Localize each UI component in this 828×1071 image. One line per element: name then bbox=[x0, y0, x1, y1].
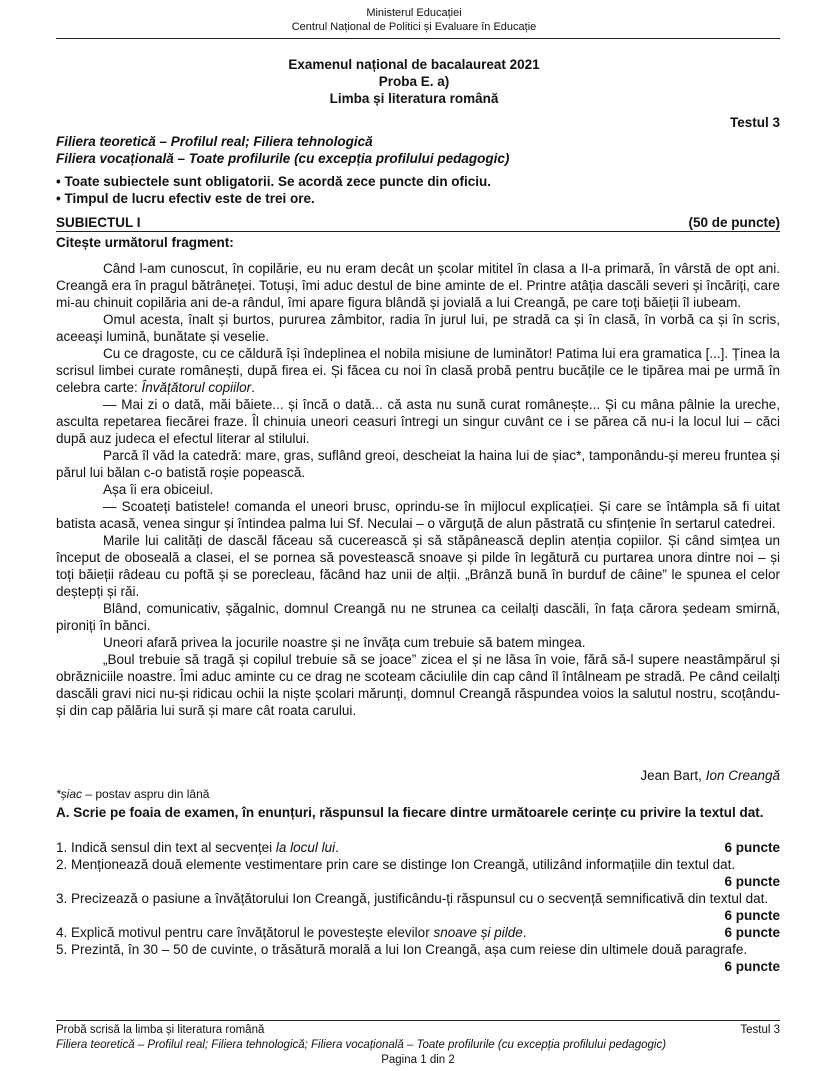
footnote-definition: – postav aspru din lână bbox=[82, 787, 210, 801]
subiect-label: SUBIECTUL I bbox=[56, 215, 141, 230]
text-fragment bbox=[56, 260, 780, 719]
fragment-paragraph: „Boul trebuie să tragă și copilul trebuie să se joace” zicea el și ne lăsa în voie, fără să-l supere neastâmpărul și obrăzniciile noastre. Îmi aduc aminte cu ce drag ne scoteam căciulile din cap când îl întâlneam pe stradă. Pe când ceilalți dascăli gravi nici nu-și ridicau ochii la niște școlari mărunți, domnul Creangă răspundea voios la salutul nostru, scoțându-și din cap pălăria lui sură și mare cât roata carului. bbox=[56, 652, 780, 718]
question-2 bbox=[56, 856, 780, 890]
test-number: Testul 3 bbox=[729, 115, 780, 130]
question-text: . bbox=[335, 840, 339, 855]
question-1 bbox=[56, 839, 780, 856]
subiect-divider bbox=[56, 231, 780, 232]
fragment-text: . bbox=[251, 380, 255, 395]
fragment-paragraph: Așa îi era obiceiul. bbox=[103, 482, 214, 497]
source-citation bbox=[56, 767, 780, 784]
section-a-heading: A. Scrie pe foaia de examen, în enunțuri, răspunsul la fiecare dintre următoarele cerințe cu privire la textul dat. bbox=[56, 805, 764, 820]
question-3 bbox=[56, 890, 780, 907]
exam-proba: Proba E. a) bbox=[378, 74, 450, 89]
subiect-points: (50 de puncte) bbox=[688, 215, 780, 230]
filiera-line-2: Filiera vocațională – Toate profilurile (cu excepția profilului pedagogic) bbox=[56, 151, 510, 166]
question-4 bbox=[56, 924, 780, 941]
question-text: 5. Prezintă, în 30 – 50 de cuvinte, o trăsătură morală a lui Ion Creangă, așa cum reiese din ultimele două paragrafe. bbox=[56, 942, 748, 957]
rule-line-1: • Toate subiectele sunt obligatorii. Se acordă zece puncte din oficiu. bbox=[56, 174, 492, 189]
question-points: 6 puncte bbox=[724, 925, 780, 940]
fragment-paragraph: Uneori afară privea la jocurile noastre și ne învăța cum trebuie să batem mingea. bbox=[103, 635, 586, 650]
exam-title: Examenul național de bacalaureat 2021 bbox=[288, 57, 540, 72]
fragment-paragraph: Blând, comunicativ, șăgalnic, domnul Creangă nu ne strunea ca ceilalți dascăli, în fața cărora ședeam smirnă, pironiți în bănci. bbox=[56, 601, 780, 633]
fragment-paragraph: — Mai zi o dată, măi băiete... și încă o dată... că asta nu sună curat românește... Și cu mâna pâlnie la ureche, asculta repetarea fiecărei fraze. Îl chinuia uneori ceasuri întregi un singur cuvânt ce i se părea că nu-i la locul lui – căci după auz judeca el efectul literar al stilului. bbox=[56, 397, 780, 446]
fragment-paragraph: — Scoateți batistele! comanda el uneori brusc, oprindu-se în mijlocul explicației. Și care se întâmpla să fi uitat batista acasă, venea singur și întindea palma lui Sf. Neculai – o vărguță de alun păstrată cu sfințenie în sertarul catedrei. bbox=[56, 499, 780, 531]
fragment-paragraph: Când l-am cunoscut, în copilărie, eu nu eram decât un școlar mititel în clasa a II-a primară, în vârstă de opt ani. Creangă era în pragul bătrâneței. Totuși, îmi aduc destul de bine aminte de el. Printre atâția dascăli severi și încăriți, care mi-au chinuit copilăria ani de-a rândul, îmi apare figura blândă și jovială a lui Creangă, pe care toți băieții îl iubeam. bbox=[56, 261, 780, 310]
exam-subject: Limba și literatura română bbox=[329, 91, 499, 106]
page-number: Pagina 1 din 2 bbox=[381, 1054, 455, 1066]
footer-left: Probă scrisă la limba și literatura română bbox=[56, 1024, 265, 1036]
book-title: Învățătorul copiilor bbox=[141, 380, 252, 395]
question-points: 6 puncte bbox=[724, 840, 780, 855]
filiera-line-1: Filiera teoretică – Profilul real; Filiera tehnologică bbox=[56, 134, 373, 149]
question-3-points: 6 puncte bbox=[724, 908, 780, 923]
question-quote: snoave și pilde bbox=[433, 925, 523, 940]
center-name: Centrul Național de Politici și Evaluare în Educație bbox=[291, 21, 537, 33]
question-text: 3. Precizează o pasiune a învățătorului Ion Creangă, justificându-ți răspunsul cu o secvență semnificativă din textul dat. bbox=[56, 891, 769, 906]
question-5 bbox=[56, 941, 780, 958]
fragment-paragraph: Omul acesta, înalt și burtos, pururea zâmbitor, radia în jurul lui, pe stradă ca și în clasă, în vorbă ca și în scris, aceeași lumină, bunătate și veselie. bbox=[56, 312, 780, 344]
ministry-name: Ministerul Educației bbox=[366, 7, 462, 19]
rule-line-2: • Timpul de lucru efectiv este de trei ore. bbox=[56, 191, 315, 206]
question-text: 2. Menționează două elemente vestimentare prin care se distinge Ion Creangă, utilizând informațiile din textul dat. bbox=[56, 857, 736, 872]
question-quote: la locul lui bbox=[275, 840, 336, 855]
subiect-instruction: Citește următorul fragment: bbox=[56, 235, 234, 250]
fragment-paragraph: Parcă îl văd la catedră: mare, gras, suflând greoi, descheiat la haina lui de șiac*, tamponându-și mereu fruntea și părul lui bălan c-o batistă roșie popească. bbox=[56, 448, 780, 480]
fragment-text: Cu ce dragoste, cu ce căldură își îndeplinea el nobila misiune de luminător! Patima lui era gramatica [...]. Ținea la scrisul limbei curate românești, după firea ei. Și făcea cu noi în clasă probă pentru bucățile ce le tipărea mai pe urmă în celebra carte: bbox=[56, 346, 780, 395]
source-author: Jean Bart, bbox=[640, 768, 706, 783]
footer-divider bbox=[56, 1020, 780, 1021]
header-divider bbox=[56, 38, 780, 39]
fragment-paragraph bbox=[56, 345, 780, 396]
question-text: 1. Indică sensul din text al secvenței bbox=[56, 840, 276, 855]
source-work: Ion Creangă bbox=[705, 768, 780, 783]
fragment-paragraph: Marile lui calități de dascăl făceau să cucerească și să stăpânească deplin atenția copiilor. Și când simțea un început de oboseală a clasei, el se pornea să povestească snoave și pilde în legătură cu purtarea unora dintre noi – și toți băieții râdeau cu poftă și se porecleau, făcând haz unii de alții. „Brânză bună în burduf de câine” le spunea el celor deștepți și răi. bbox=[56, 533, 780, 599]
footer-filiera: Filiera teoretică – Profilul real; Filiera tehnologică; Filiera vocațională – Toate profilurile (cu excepția profilului pedagogic) bbox=[56, 1039, 667, 1051]
question-text: 4. Explică motivul pentru care învățătorul le povestește elevilor bbox=[56, 925, 434, 940]
footer-test: Testul 3 bbox=[740, 1024, 780, 1036]
footnote bbox=[56, 786, 780, 803]
footnote-term: *șiac bbox=[56, 787, 83, 801]
question-text: . bbox=[522, 925, 527, 940]
question-points: 6 puncte bbox=[724, 874, 780, 889]
question-5-points: 6 puncte bbox=[724, 959, 780, 974]
